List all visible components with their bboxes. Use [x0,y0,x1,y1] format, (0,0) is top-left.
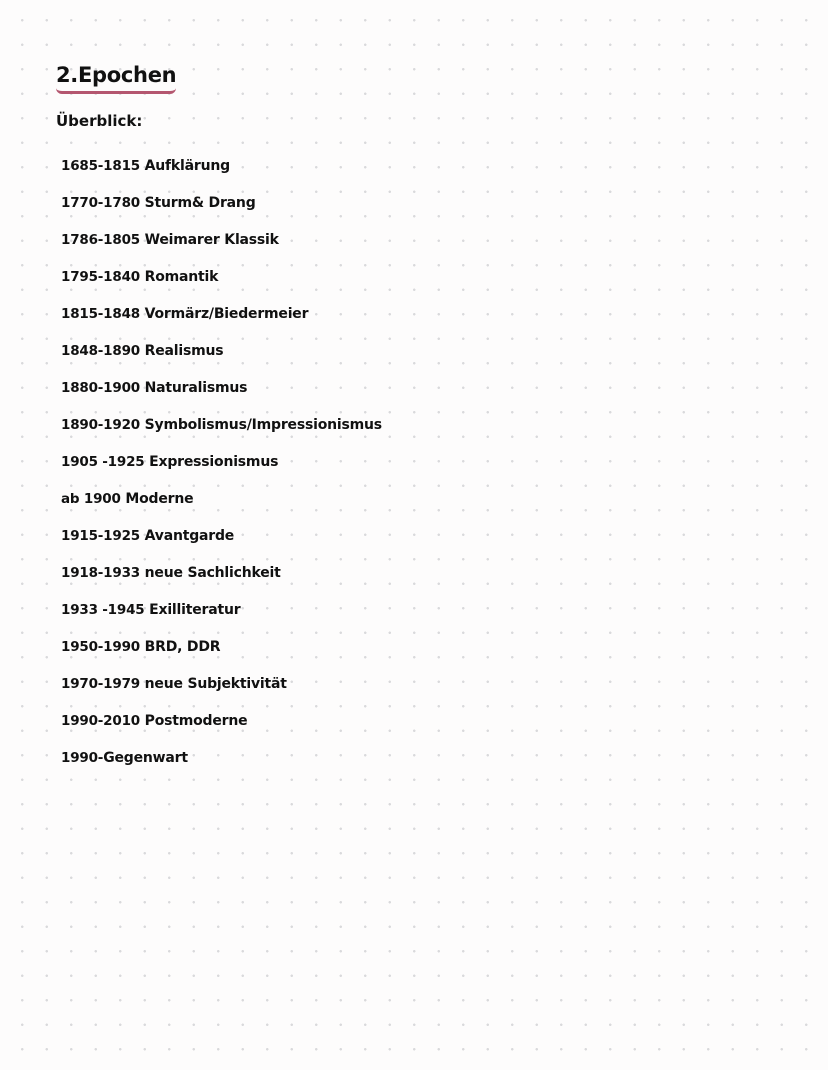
epoch-list [61,155,382,784]
epoch-years: 1950-1990 [61,639,140,655]
epoch-name: Sturm& Drang [144,195,256,211]
epoch-item [61,303,382,340]
epoch-name: Realismus [144,343,224,359]
epoch-item [61,562,382,599]
epoch-name: Symbolismus/Impressionismus [144,417,382,433]
epoch-name: Avantgarde [144,528,235,544]
epoch-item [61,377,382,414]
epoch-name: Exilliteratur [149,602,241,618]
epoch-item [61,599,382,636]
epoch-item [61,747,382,784]
epoch-years: 1815-1848 [61,306,140,322]
epoch-years: 1990-2010 [61,713,140,729]
epoch-name: Weimarer Klassik [144,232,279,248]
epoch-name: Aufklärung [144,158,230,174]
epoch-item [61,525,382,562]
epoch-item [61,229,382,266]
overview-label: Überblick: [56,112,143,130]
epoch-years: 1786-1805 [61,232,140,248]
epoch-name: Gegenwart [103,750,188,766]
epoch-name: Vormärz/Biedermeier [144,306,309,322]
epoch-item [61,155,382,192]
epoch-item [61,636,382,673]
epoch-years: 1795-1840 [61,269,140,285]
page-title: 2.Epochen [56,62,176,94]
epoch-item [61,673,382,710]
epoch-name: Naturalismus [144,380,248,396]
epoch-item [61,451,382,488]
epoch-item [61,710,382,747]
epoch-item [61,414,382,451]
epoch-years: 1915-1925 [61,528,140,544]
epoch-years: 1770-1780 [61,195,140,211]
epoch-years: 1905 -1925 [61,454,145,470]
epoch-name: Expressionismus [149,454,279,470]
epoch-years: 1880-1900 [61,380,140,396]
epoch-item [61,488,382,525]
epoch-name: Moderne [125,491,194,507]
epoch-years: ab 1900 [61,491,121,507]
epoch-name: neue Sachlichkeit [144,565,281,581]
epoch-years: 1685-1815 [61,158,140,174]
epoch-name: neue Subjektivität [144,676,287,692]
epoch-item [61,340,382,377]
epoch-name: Postmoderne [144,713,248,729]
epoch-years: 1933 -1945 [61,602,145,618]
epoch-years: 1848-1890 [61,343,140,359]
epoch-name: Romantik [144,269,219,285]
epoch-item [61,192,382,229]
epoch-name: BRD, DDR [144,639,221,655]
epoch-years: 1970-1979 [61,676,140,692]
epoch-years: 1990- [61,750,104,766]
epoch-years: 1890-1920 [61,417,140,433]
epoch-item [61,266,382,303]
epoch-years: 1918-1933 [61,565,140,581]
